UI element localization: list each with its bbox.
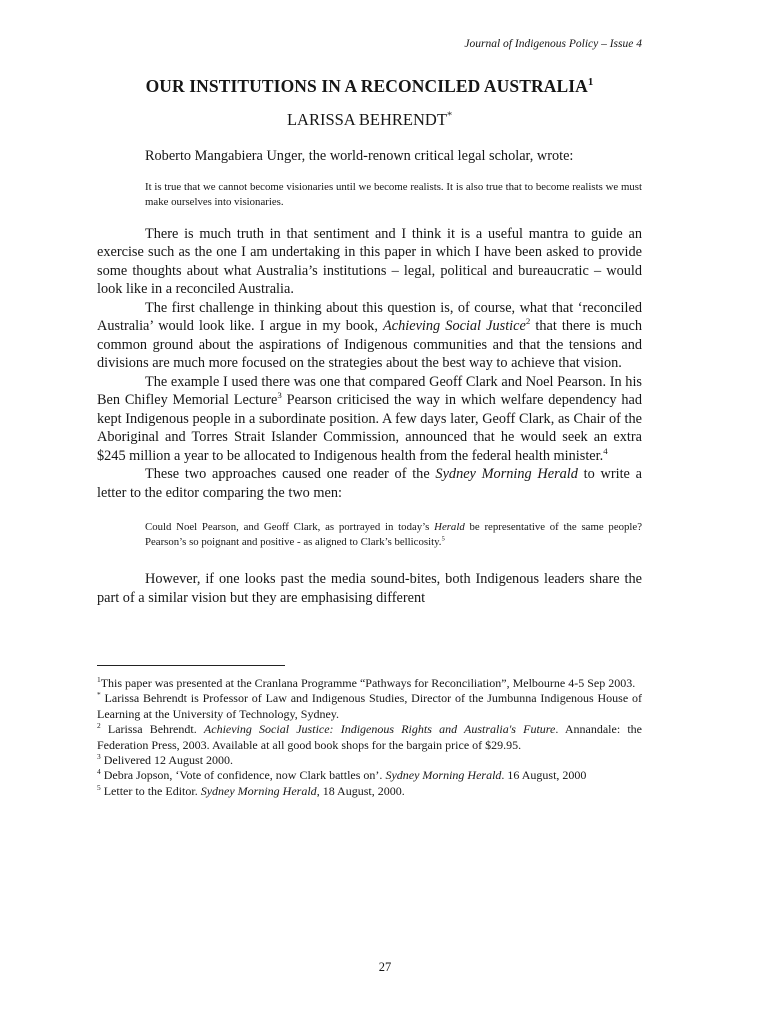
intro-paragraph: Roberto Mangabiera Unger, the world-renown critical legal scholar, wrote: bbox=[145, 148, 574, 164]
paragraph-3 bbox=[97, 373, 642, 466]
author-footnote-ref[interactable]: * bbox=[446, 110, 453, 122]
footnote-4-mark: 4 bbox=[97, 767, 101, 777]
running-head: Journal of Indigenous Policy – Issue 4 bbox=[464, 38, 642, 50]
footnote-4 bbox=[97, 768, 642, 783]
footnote-2 bbox=[97, 722, 642, 753]
newspaper-title: Sydney Morning Herald bbox=[435, 466, 578, 482]
footnote-2-mark: 2 bbox=[97, 721, 101, 731]
paragraph-2-text-b: that there is much common ground about the aspirations of Indigenous communities and that the tensions and divisions are much more focused on the strategies about the best way to achieve that vision. bbox=[97, 318, 642, 371]
footnote-ref-5[interactable]: 5 bbox=[441, 535, 445, 543]
footnote-3-mark: 3 bbox=[97, 752, 101, 762]
paragraph-3-text-b: Pearson criticised the way in which welfare dependency had kept Indigenous people in a subordinate position. A few days later, Geoff Clark, as Chair of the Aboriginal and Torres Strait Islander Commission, announced that he would seek an extra $245 million a year to be allocated to Indigenous health from the federal health minister. bbox=[97, 392, 642, 464]
footnote-5 bbox=[97, 784, 642, 799]
quote-2-text-b: be representative of the same people? Pearson’s so poignant and positive - as aligned to Clark’s bellicosity. bbox=[145, 521, 643, 548]
footnote-1 bbox=[97, 676, 642, 691]
footnote-divider bbox=[97, 665, 285, 666]
article-title bbox=[97, 76, 642, 97]
footnote-author-text: Larissa Behrendt is Professor of Law and Indigenous Studies, Director of the Jumbunna Indigenous House of Learning at the University of Technology, Sydney. bbox=[97, 691, 642, 721]
footnote-5-pre: Letter to the Editor. bbox=[100, 783, 201, 798]
footnote-ref-3[interactable]: 3 bbox=[277, 390, 282, 401]
book-title: Achieving Social Justice bbox=[383, 318, 526, 334]
footnote-2-pre: Larissa Behrendt. bbox=[100, 722, 204, 737]
block-quote-unger: It is true that we cannot become visionaries until we become realists. It is also true that to become realists we must make ourselves into visionaries. bbox=[145, 180, 642, 208]
page-number: 27 bbox=[378, 960, 392, 974]
footnote-3 bbox=[97, 753, 642, 768]
footnote-5-post: , 18 August, 2000. bbox=[316, 783, 405, 798]
footnotes bbox=[97, 676, 642, 799]
paragraph-3-text-a: The example I used there was one that compared Geoff Clark and Noel Pearson. In his Ben Chifley Memorial Lecture bbox=[97, 373, 642, 408]
footnote-2-book-title: Achieving Social Justice: Indigenous Rights and Australia's Future bbox=[203, 722, 556, 737]
paragraph-2 bbox=[97, 299, 642, 373]
article-title-text: OUR INSTITUTIONS IN A RECONCILED AUSTRALIA bbox=[145, 76, 588, 96]
quote-2-text-a: Could Noel Pearson, and Geoff Clark, as portrayed in today’s bbox=[145, 521, 435, 533]
footnote-3-text: Delivered 12 August 2000. bbox=[100, 753, 234, 768]
footnote-4-pre: Debra Jopson, ‘Vote of confidence, now Clark battles on’. bbox=[100, 768, 386, 783]
footnote-author-mark: * bbox=[97, 690, 101, 700]
footnote-4-paper: Sydney Morning Herald bbox=[385, 768, 502, 783]
author-name bbox=[97, 110, 642, 130]
paragraph-4-text-b: to write a letter to the editor comparing the two men: bbox=[97, 466, 642, 501]
paragraph-5: However, if one looks past the media sound-bites, both Indigenous leaders share the part of a similar vision but they are emphasising different bbox=[97, 571, 642, 606]
author-name-text: LARISSA BEHRENDT bbox=[286, 110, 447, 129]
paragraph-2-text-a: The first challenge in thinking about this question is, of course, what that ‘reconciled Australia’ would look like. I argue in my book, bbox=[97, 299, 642, 334]
footnote-4-post: . 16 August, 2000 bbox=[501, 768, 587, 783]
footnote-5-paper: Sydney Morning Herald bbox=[200, 783, 317, 798]
footnote-1-text: This paper was presented at the Cranlana Programme “Pathways for Reconciliation”, Melbourne 4-5 Sep 2003. bbox=[100, 676, 636, 690]
paragraph-1: There is much truth in that sentiment and I think it is a useful mantra to guide an exercise such as the one I am undertaking in this paper in which I have been asked to provide some thoughts about what Australia’s institutions – legal, political and bureaucratic – would look like in a reconciled Australia. bbox=[97, 225, 642, 297]
footnote-ref-2[interactable]: 2 bbox=[525, 316, 531, 327]
title-footnote-ref[interactable]: 1 bbox=[587, 76, 594, 89]
footnote-ref-4[interactable]: 4 bbox=[603, 445, 608, 456]
footnote-1-mark: 1 bbox=[97, 675, 101, 684]
footnote-5-mark: 5 bbox=[97, 782, 101, 792]
footnote-author bbox=[97, 691, 642, 722]
paragraph-4 bbox=[97, 465, 642, 502]
quote-2-herald: Herald bbox=[434, 521, 465, 533]
block-quote-letter bbox=[145, 520, 642, 550]
footnote-2-post: . Annandale: the Federation Press, 2003. Available at all good book shops for the bargain price of $29.95. bbox=[97, 722, 643, 752]
paragraph-4-text-a: These two approaches caused one reader of the bbox=[145, 466, 436, 482]
